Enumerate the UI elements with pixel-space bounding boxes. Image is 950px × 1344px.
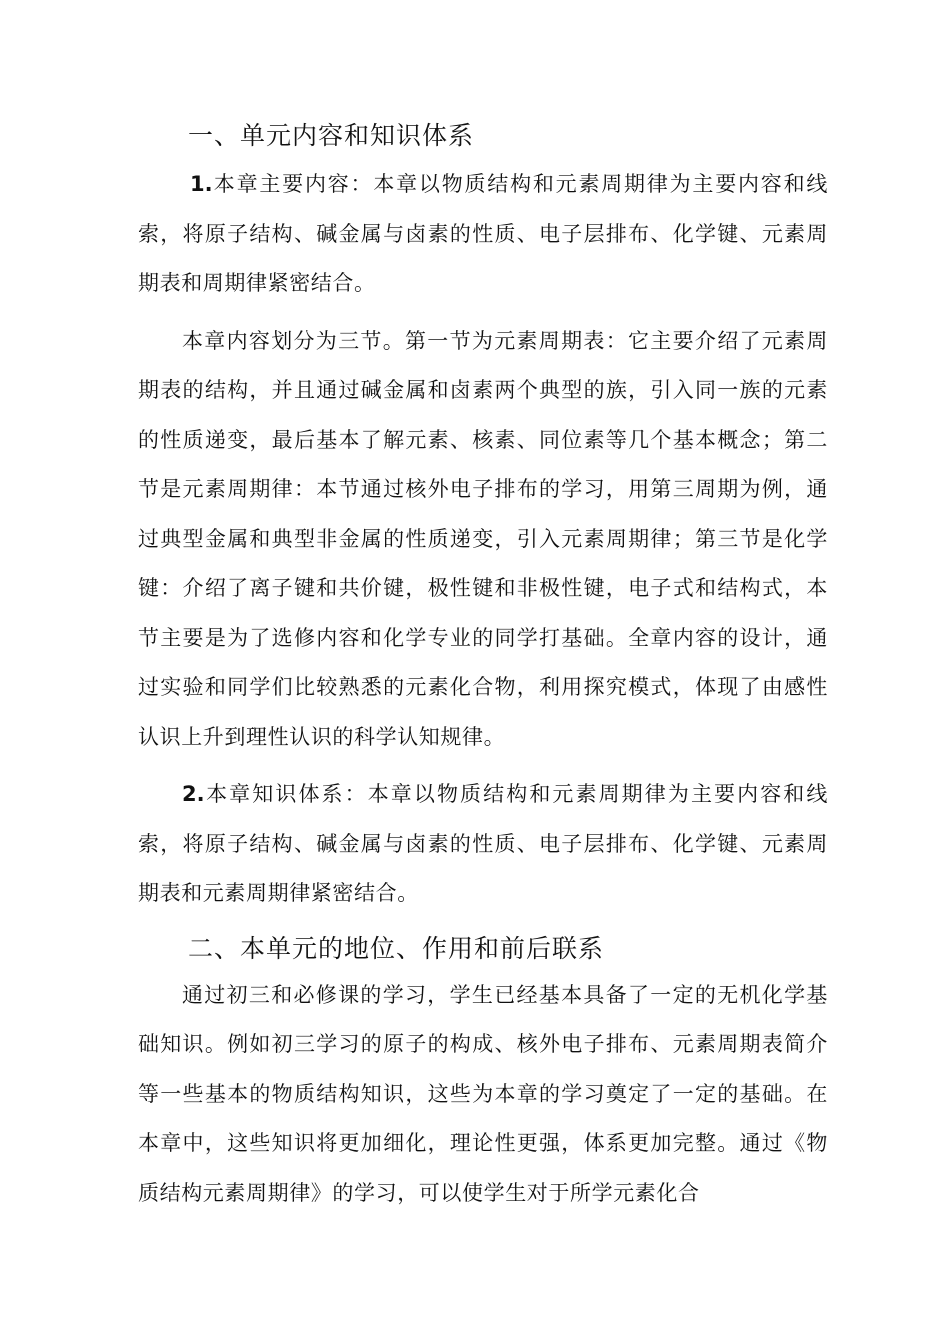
item-1-text: 本章主要内容：本章以物质结构和元素周期律为主要内容和线索，将原子结构、碱金属与卤素的性质、电子层排布、化学键、元素周期表和周期律紧密结合。 (138, 172, 828, 295)
item-1-number: 1. (190, 172, 213, 196)
section-2-heading: 二、本单元的地位、作用和前后联系 (188, 933, 605, 963)
section-1-heading: 一、单元内容和知识体系 (188, 121, 475, 150)
item-2-text: 本章知识体系：本章以物质结构和元素周期律为主要内容和线索，将原子结构、碱金属与卤素的性质、电子层排布、化学键、元素周期表和元素周期律紧密结合。 (138, 782, 828, 905)
document-body (138, 112, 828, 1218)
section-1-item-1 (138, 160, 828, 309)
section-1-paragraph-2: 本章内容划分为三节。第一节为元素周期表：它主要介绍了元素周期表的结构，并且通过碱金属和卤素两个典型的族，引入同一族的元素的性质递变，最后基本了解元素、核素、同位素等几个基本概念；第二节是元素周期律：本节通过核外电子排布的学习，用第三周期为例，通过典型金属和典型非金属的性质递变，引入元素周期律；第三节是化学键：介绍了离子键和共价键，极性键和非极性键，电子式和结构式，本节主要是为了选修内容和化学专业的同学打基础。全章内容的设计，通过实验和同学们比较熟悉的元素化合物，利用探究模式，体现了由感性认识上升到理性认识的科学认知规律。 (138, 328, 828, 749)
item-2-number: 2. (182, 782, 205, 806)
section-2-paragraph-1: 通过初三和必修课的学习，学生已经基本具备了一定的无机化学基础知识。例如初三学习的原子的构成、核外电子排布、元素周期表简介等一些基本的物质结构知识，这些为本章的学习奠定了一定的基础。在本章中，这些知识将更加细化，理论性更强，体系更加完整。通过《物质结构元素周期律》的学习，可以使学生对于所学元素化合 (138, 982, 828, 1205)
section-1-item-2 (138, 770, 828, 919)
